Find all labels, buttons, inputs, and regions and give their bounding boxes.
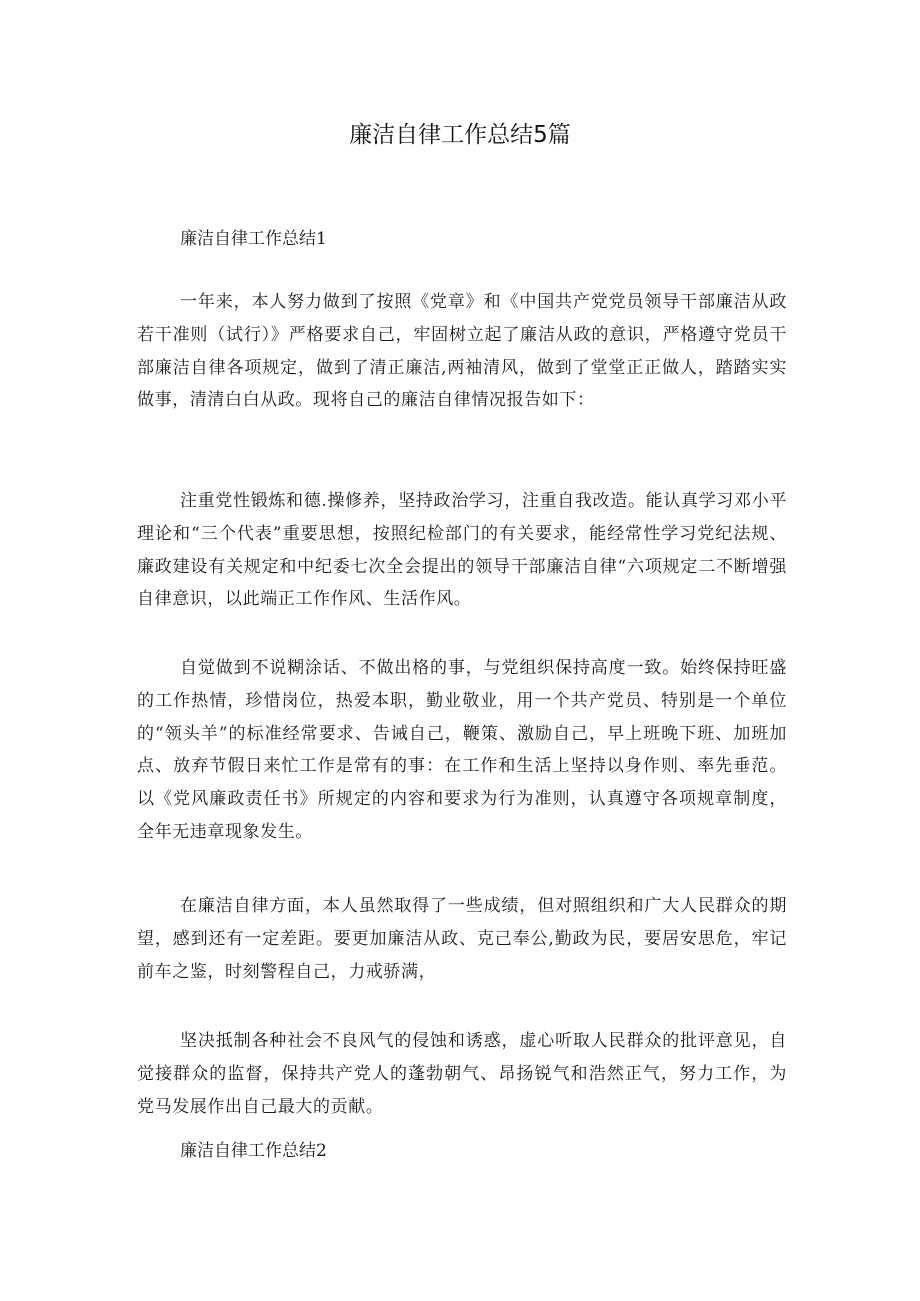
paragraph-2: 注重党性锻炼和德.操修养，坚持政治学习，注重自我改造。能认真学习邓小平理论和“三个代表”重要思想，按照纪检部门的有关要求，能经常性学习党纪法规、廉政建设有关规定和中纪委七次全会提出的领导干部廉洁自律“六项规定二不断增强自律意识，以此端正工作作风、生活作风。 xyxy=(137,491,787,610)
paragraph-4: 在廉洁自律方面，本人虽然取得了一些成绩，但对照组织和广大人民群众的期望，感到还有一定差距。要更加廉洁从政、克己奉公,勤政为民，要居安思危，牢记前车之鉴，时刻警程自己，力戒骄满， xyxy=(137,896,787,982)
document-title: 廉洁自律工作总结5篇 xyxy=(349,122,571,148)
section-heading-1: 廉洁自律工作总结1 xyxy=(180,229,327,249)
section-heading-2: 廉洁自律工作总结2 xyxy=(180,1141,327,1161)
paragraph-3: 自觉做到不说糊涂话、不做出格的事，与党组织保持高度一致。始终保持旺盛的工作热情，珍惜岗位，热爱本职，勤业敬业，用一个共产党员、特别是一个单位的“领头羊”的标准经常要求、告诫自己，鞭策、激励自己，早上班晚下班、加班加点、放弃节假日来忙工作是常有的事：在工作和生活上坚持以身作则、率先垂范。以《党风廉政责任书》所规定的内容和要求为行为准则，认真遵守各项规章制度，全年无违章现象发生。 xyxy=(137,658,787,842)
paragraph-1: 一年来，本人努力做到了按照《党章》和《中国共产党党员领导干部廉洁从政若干准则（试行）》严格要求自己，牢固树立起了廉洁从政的意识，严格遵守党员干部廉洁自律各项规定，做到了清正廉洁,两袖清风，做到了堂堂正正做人，踏踏实实做事，清清白白从政。现将自己的廉洁自律情况报告如下： xyxy=(137,292,787,411)
paragraph-5: 坚决抵制各种社会不良风气的侵蚀和诱惑，虚心听取人民群众的批评意见，自觉接群众的监督，保持共产党人的蓬勃朝气、昂扬锐气和浩然正气，努力工作，为党马发展作出自己最大的贡献。 xyxy=(137,1031,787,1117)
